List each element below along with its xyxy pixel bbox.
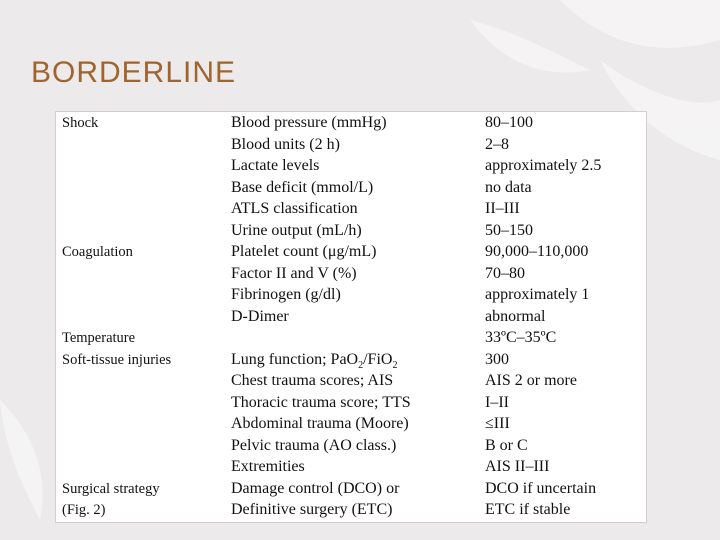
value-cell: abnormal <box>485 307 546 325</box>
category-cell: (Fig. 2) <box>62 502 106 518</box>
table-row <box>56 284 646 306</box>
table-row <box>56 177 646 199</box>
parameter-cell: Chest trauma scores; AIS <box>231 372 394 389</box>
value-cell: DCO if uncertain <box>485 479 597 497</box>
table-row <box>56 134 646 156</box>
parameter-cell: Fibrinogen (g/dl) <box>231 286 341 303</box>
parameter-cell: Urine output (mL/h) <box>231 221 362 239</box>
value-cell: 50–150 <box>485 221 533 239</box>
table-row <box>56 370 646 392</box>
parameter-cell: Abdominal trauma (Moore) <box>231 415 409 432</box>
parameter-cell: Blood pressure (mmHg) <box>231 114 387 131</box>
borderline-criteria-table <box>55 111 647 523</box>
table-row <box>56 456 646 478</box>
table-row <box>56 327 646 349</box>
parameter-cell: Blood units (2 h) <box>231 135 340 153</box>
value-cell: approximately 1 <box>485 286 590 303</box>
value-cell: 80–100 <box>485 114 533 131</box>
value-cell: II–III <box>485 200 520 217</box>
table-row <box>56 499 646 521</box>
value-cell: B or C <box>485 436 528 454</box>
parameter-cell: Lactate levels <box>231 157 320 174</box>
category-cell: Shock <box>62 115 99 131</box>
value-cell: 300 <box>485 350 509 368</box>
table-row <box>56 155 646 177</box>
parameter-cell: Thoracic trauma score; TTS <box>231 393 411 411</box>
table-row <box>56 349 646 371</box>
table-row <box>56 112 646 134</box>
parameter-cell: Extremities <box>231 458 305 475</box>
table-row <box>56 241 646 263</box>
parameter-cell: Base deficit (mmol/L) <box>231 178 374 196</box>
parameter-cell: ATLS classification <box>231 200 358 217</box>
table-row <box>56 198 646 220</box>
value-cell: AIS 2 or more <box>485 372 577 389</box>
parameter-cell: Pelvic trauma (AO class.) <box>231 436 397 454</box>
value-cell: I–II <box>485 393 509 411</box>
parameter-cell: Platelet count (μg/mL) <box>231 243 377 260</box>
parameter-cell: Damage control (DCO) or <box>231 479 400 497</box>
category-cell: Soft-tissue injuries <box>62 351 172 368</box>
value-cell: 70–80 <box>485 264 525 282</box>
value-cell: 90,000–110,000 <box>485 243 589 260</box>
table-row <box>56 306 646 328</box>
parameter-cell: D-Dimer <box>231 307 289 325</box>
table-row <box>56 413 646 435</box>
table-row <box>56 263 646 285</box>
parameter-cell: Definitive surgery (ETC) <box>231 501 393 518</box>
table-row <box>56 435 646 457</box>
table-row <box>56 478 646 500</box>
table-row <box>56 392 646 414</box>
table-row <box>56 220 646 242</box>
value-cell: ≤III <box>485 415 510 432</box>
parameter-cell: Lung function; PaO$_2$/FiO$_2$ <box>231 350 398 371</box>
value-cell: 33ºC–35ºC <box>485 329 557 346</box>
category-cell: Temperature <box>62 330 136 346</box>
category-cell: Surgical strategy <box>62 480 160 497</box>
parameter-cell: Factor II and V (%) <box>231 264 357 282</box>
value-cell: approximately 2.5 <box>485 157 602 174</box>
value-cell: AIS II–III <box>485 458 550 475</box>
value-cell: 2–8 <box>485 135 509 153</box>
value-cell: ETC if stable <box>485 501 571 518</box>
slide-title: BORDERLINE <box>31 56 237 89</box>
value-cell: no data <box>485 178 532 196</box>
category-cell: Coagulation <box>62 244 133 260</box>
